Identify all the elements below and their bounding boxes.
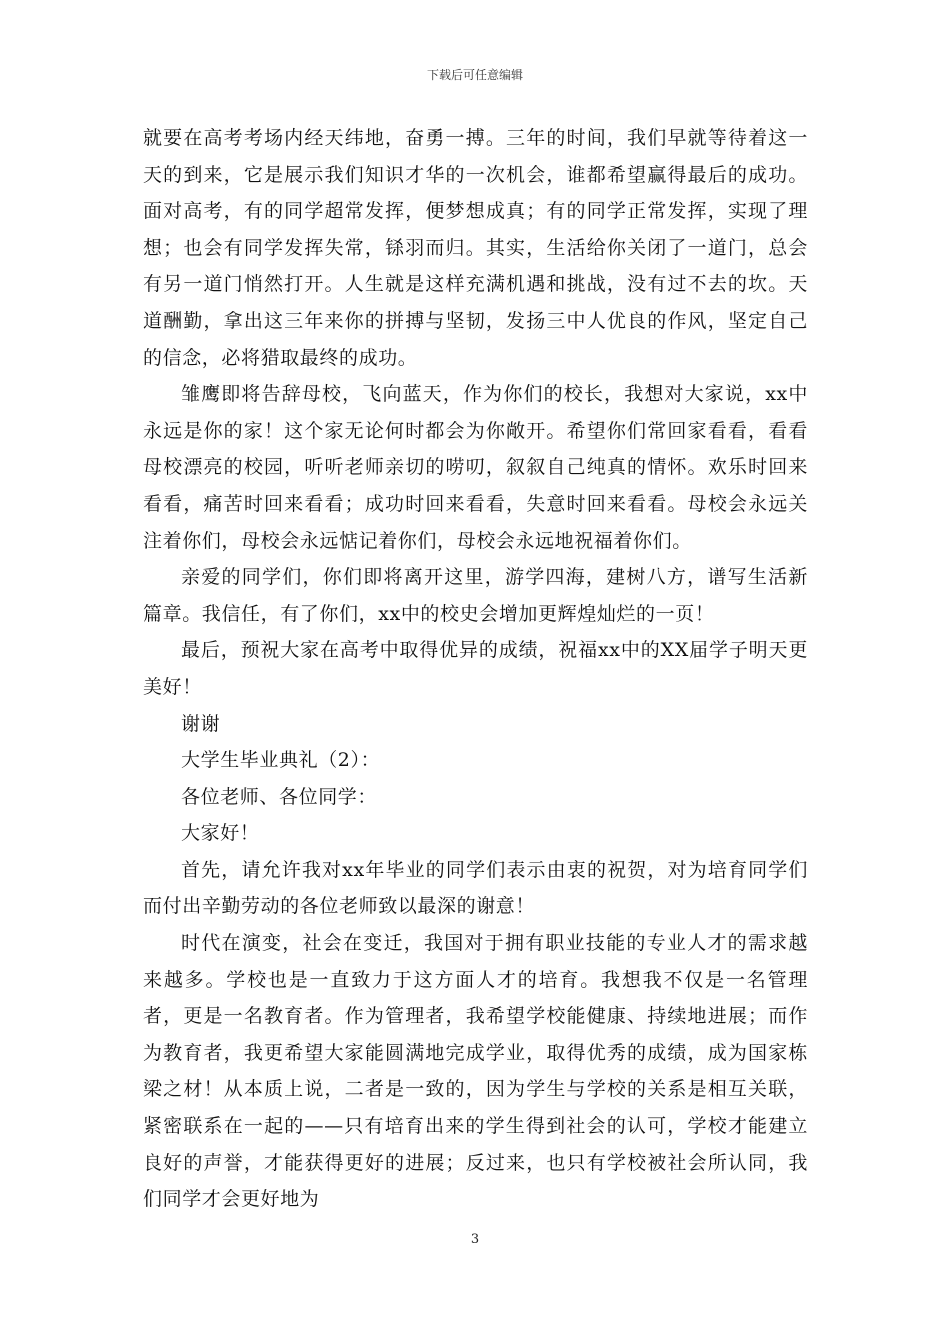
paragraph-times-changing: 时代在演变，社会在变迁，我国对于拥有职业技能的专业人才的需求越来越多。学校也是一直致力于这方面人才的培育。我想我不仅是一名管理者，更是一名教育者。作为管理者，我希望学校能健康、持续地进展；而作为教育者，我更希望大家能圆满地完成学业，取得优秀的成绩，成为国家栋梁之材！从本质上说，二者是一致的，因为学生与学校的关系是相互关联，紧密联系在一起的——只有培育出来的学生得到社会的认可，学校才能建立良好的声誉，才能获得更好的进展；反过来，也只有学校被社会所认同，我们同学才会更好地为 [143, 932, 808, 1211]
paragraph-congratulations: 首先，请允许我对xx年毕业的同学们表示由衷的祝贺，对为培育同学们而付出辛勤劳动的各位老师致以最深的谢意！ [143, 858, 808, 918]
paragraph-final-wishes: 最后，预祝大家在高考中取得优异的成绩，祝福xx中的XX届学子明天更美好！ [143, 639, 808, 698]
paragraph-thanks: 谢谢 [181, 712, 221, 735]
paragraph-alma-mater: 雏鹰即将告辞母校，飞向蓝天，作为你们的校长，我想对大家说，xx中永远是你的家！这个家无论何时都会为你敞开。希望你们常回家看看，看看母校漂亮的校园，听听老师亲切的唠叨，叙叙自己纯真的情怀。欢乐时回来看看，痛苦时回来看看；成功时回来看看，失意时回来看看。母校会永远关注着你们，母校会永远惦记着你们，母校会永远地祝福着你们。 [143, 383, 808, 552]
salutation: 各位老师、各位同学： [181, 785, 378, 808]
paragraph-dear-students: 亲爱的同学们，你们即将离开这里，游学四海，建树八方，谱写生活新篇章。我信任，有了你们，xx中的校史会增加更辉煌灿烂的一页！ [143, 566, 808, 625]
page-header: 下载后可任意编辑 [426, 68, 523, 82]
page-number: 3 [470, 1232, 480, 1247]
section-heading-speech-2: 大学生毕业典礼（2）： [181, 749, 381, 772]
document-body [143, 120, 808, 1218]
paragraph-continued-exam: 就要在高考考场内经天纬地，奋勇一搏。三年的时间，我们早就等待着这一天的到来，它是展示我们知识才华的一次机会，谁都希望赢得最后的成功。面对高考，有的同学超常发挥，便梦想成真；有的同学正常发挥，实现了理想；也会有同学发挥失常，铩羽而归。其实，生活给你关闭了一道门，总会有另一道门悄然打开。人生就是这样充满机遇和挑战，没有过不去的坎。天道酬勤，拿出这三年来你的拼搏与坚韧，发扬三中人优良的作风，坚定自己的信念，必将猎取最终的成功。 [143, 127, 808, 369]
greeting: 大家好！ [181, 822, 260, 845]
